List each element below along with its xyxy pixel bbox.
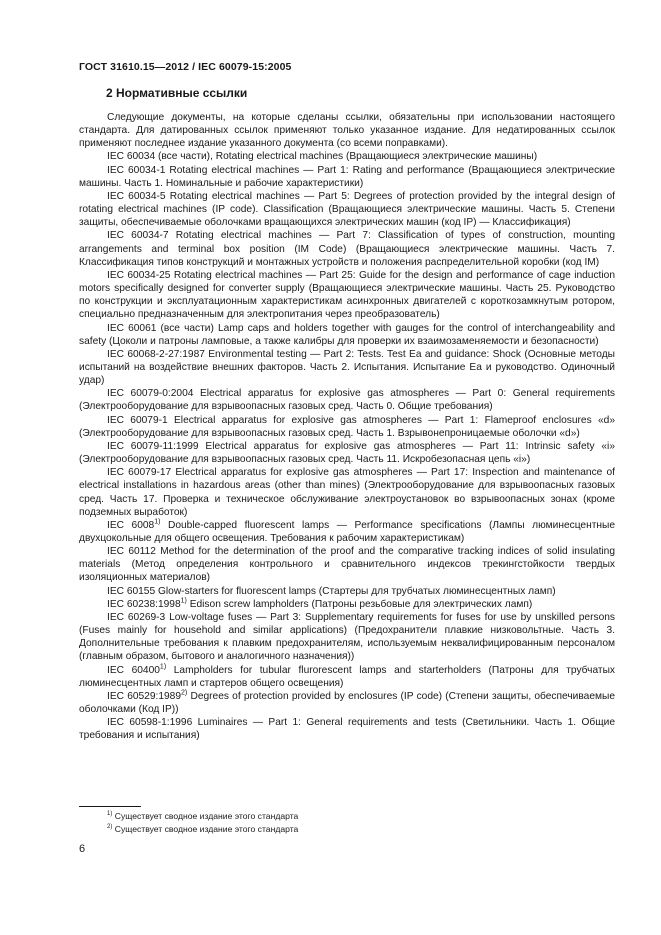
intro-paragraph: Следующие документы, на которые сделаны ссылки, обязательны при использовании настоящего стандарта. Для датированных ссылок применяют только указанное издание. Для недатированных ссылок применяют последнее издание указанного документа (со всеми поправками).	[79, 112, 615, 150]
reference-iec-60155: IEC 60155 Glow-starters for fluorescent lamps (Стартеры для трубчатых люминесцентных ламп)	[107, 585, 556, 597]
reference-iec-60079-0: IEC 60079-0:2004 Electrical apparatus for explosive gas atmospheres — Part 0: General requirements (Электрооборудование для взрывоопасных газовых сред. Часть 0. Общие требования)	[79, 388, 615, 413]
footnote-mark: 1)	[154, 518, 161, 526]
reference-title: Edison screw lampholders (Патроны резьбовые для электрических ламп)	[186, 598, 533, 610]
reference-iec-60079-1: IEC 60079-1 Electrical apparatus for explosive gas atmospheres — Part 1: Flameproof enclosures «d» (Электрооборудование для взрывоопасных газовых сред. Часть 1. Взрывонепроницаемые оболочки «d»)	[79, 414, 615, 439]
footnote-1	[107, 810, 298, 823]
footnote-mark: 2)	[107, 824, 113, 831]
page-number: 6	[79, 843, 86, 855]
reference-iec-60068-2-27: IEC 60068-2-27:1987 Environmental testing — Part 2: Tests. Test Ea and guidance: Shock (Основные методы испытаний на воздействие внешних факторов. Часть 2. Испытания. Испытание Еа и руководство. Одиночный удар)	[79, 348, 615, 387]
reference-iec-60034-7: IEC 60034-7 Rotating electrical machines — Part 7: Classification of types of construction, mounting arrangements and terminal box position (IM Code) (Вращающиеся электрические машины. Часть 7. Классификация типов конструкций и монтажных устройств и положения распределительной коробки (код IM)	[79, 230, 615, 268]
reference-title: Double-capped fluorescent lamps — Performance specifications (Лампы люминесцентные двухцокольные для общего освещения. Требования к рабочим характеристикам)	[79, 519, 616, 544]
reference-iec-60034-1: IEC 60034-1 Rotating electrical machines — Part 1: Rating and performance (Вращающиеся электрические машины. Часть 1. Номинальные и рабочие характеристики)	[79, 164, 615, 189]
reference-iec-60400	[79, 664, 615, 690]
reference-code: IEC 6008	[107, 519, 155, 531]
reference-iec-60034: IEC 60034 (все части), Rotating electrical machines (Вращающиеся электрические машины)	[107, 151, 538, 163]
footnote-mark: 1)	[159, 663, 167, 671]
reference-iec-60598-1: IEC 60598-1:1996 Luminaires — Part 1: General requirements and tests (Светильники. Часть 1. Общие требования и испытания)	[79, 717, 615, 742]
footnote-2	[107, 823, 298, 836]
reference-iec-60238	[79, 598, 615, 611]
reference-title: Lampholders for tubular flurorescent lamps and starterholders (Патроны для трубчатых люминесцентных ламп и стартеров общего освещения)	[79, 664, 615, 689]
document-header: ГОСТ 31610.15—2012 / IEC 60079-15:2005	[79, 61, 292, 73]
footnote-text: Существует сводное издание этого стандарта	[112, 824, 299, 834]
footnote-text: Существует сводное издание этого стандарта	[112, 811, 299, 821]
reference-iec-60061: IEC 60061 (все части) Lamp caps and holders together with gauges for the control of interchangeability and safety (Цоколи и патроны ламповые, а также калибры для проверки их взаимозаменяемости и безопасности)	[79, 322, 615, 347]
reference-iec-60034-5: IEC 60034-5 Rotating electrical machines — Part 5: Degrees of protection provided by the integral design of rotating electrical machines (IP code). Classification (Вращающиеся электрические машины. Часть 5. Степени защиты, обеспечиваемые оболочками вращающихся электрических машин (код IP) — Классификация)	[79, 190, 615, 229]
reference-iec-60079-17: IEC 60079-17 Electrical apparatus for explosive gas atmospheres — Part 17: Inspection and maintenance of electrical installations in hazardous areas (other than mines) (Электрооборудование для взрывоопасных газовых сред. Часть 17. Проверка и техническое обслуживание электроустановок во взрывоопасных зонах (кроме подземных выработок)	[79, 467, 615, 518]
reference-iec-60112: IEC 60112 Method for the determination of the proof and the comparative tracking indices of solid insulating materials (Метод определения контрольного и сравнительного индексов трекингстойкости твердых изоляционных материалов)	[79, 546, 615, 584]
reference-iec-60034-25: IEC 60034-25 Rotating electrical machines — Part 25: Guide for the design and performance of cage induction motors specifically designed for converter supply (Вращающиеся электрические машины. Часть 25. Руководство по конструкции и эксплуатационным характеристикам асинхронных двигателей с короткозамкнутым ротором, специально предназначенным для электропитания через преобразователь)	[79, 269, 615, 321]
reference-iec-60529	[79, 690, 615, 716]
footnote-separator	[79, 806, 141, 807]
references-body	[79, 111, 615, 743]
footnote-mark: 1)	[107, 811, 113, 818]
reference-iec-6008	[79, 519, 615, 545]
reference-iec-60269-3: IEC 60269-3 Low-voltage fuses — Part 3: Supplementary requirements for fuses for use by unskilled persons (Fuses mainly for household and similar applications) (Предохранители плавкие низковольтные. Часть 3. Дополнительные требования к плавким предохранителям, используемым неквалифицированным персоналом (главным образом, бытового и аналогичного назначения))	[79, 611, 615, 663]
reference-code: IEC 60238:1998	[107, 598, 181, 610]
section-heading: 2 Нормативные ссылки	[106, 86, 248, 100]
footnote-mark: 1)	[180, 597, 187, 605]
reference-code: IEC 60400	[107, 664, 160, 676]
reference-code: IEC 60529:1989	[107, 690, 182, 702]
reference-iec-60079-11: IEC 60079-11:1999 Electrical apparatus for explosive gas atmospheres — Part 11: Intrinsic safety «i» (Электрооборудование для взрывоопасных газовых сред. Часть 11. Искробезопасная цепь «i»)	[79, 440, 615, 466]
reference-title: Degrees of protection provided by enclosures (IP code) (Степени защиты, обеспечиваемые оболочками (Код IP))	[79, 690, 615, 716]
footnote-mark: 2)	[181, 689, 188, 697]
footnotes	[107, 810, 298, 836]
